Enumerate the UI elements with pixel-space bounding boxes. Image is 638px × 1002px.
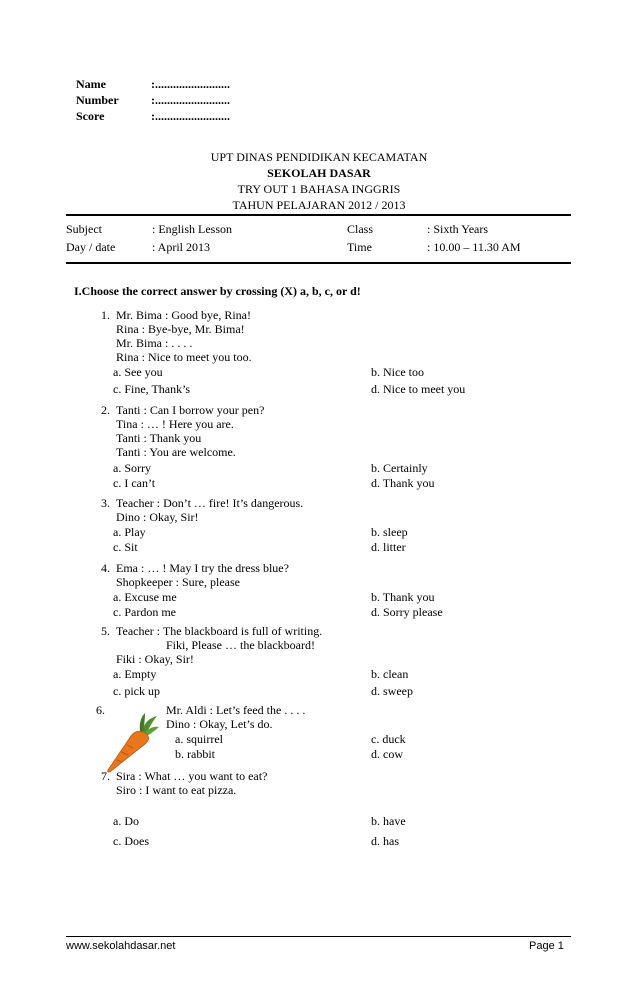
option-d[interactable]: d. litter xyxy=(371,540,406,554)
question-line: Dino : Okay, Sir! xyxy=(116,510,199,524)
footer-divider xyxy=(66,936,571,937)
option-b[interactable]: b. Certainly xyxy=(371,461,428,475)
option-a[interactable]: a. See you xyxy=(113,365,163,379)
header-line-4: TAHUN PELAJARAN 2012 / 2013 xyxy=(232,198,406,212)
option-a[interactable]: a. squirrel xyxy=(175,732,223,746)
option-a[interactable]: a. Excuse me xyxy=(113,590,177,604)
option-c[interactable]: c. Sit xyxy=(113,540,138,554)
question-number: 1. xyxy=(101,308,110,322)
name-field: :......................... xyxy=(151,77,230,91)
question-number: 3. xyxy=(101,496,110,510)
page-number: Page 1 xyxy=(529,940,564,952)
option-d[interactable]: d. has xyxy=(371,834,399,848)
option-c[interactable]: c. pick up xyxy=(113,684,160,698)
subject-label: Subject xyxy=(66,222,102,236)
question-line: Dino : Okay, Let’s do. xyxy=(166,717,273,731)
option-b[interactable]: b. sleep xyxy=(371,525,408,539)
question-line: Teacher : Don’t … fire! It’s dangerous. xyxy=(116,496,304,510)
question-number: 6. xyxy=(96,703,105,717)
name-label: Name xyxy=(76,77,106,91)
score-label: Score xyxy=(76,109,105,123)
header-line-1: UPT DINAS PENDIDIKAN KECAMATAN xyxy=(210,150,428,164)
option-c[interactable]: c. Does xyxy=(113,834,149,848)
carrot-icon xyxy=(102,712,160,774)
question-line: Ema : … ! May I try the dress blue? xyxy=(116,561,289,575)
option-d[interactable]: d. Nice to meet you xyxy=(371,382,466,396)
question-line: Sira : What … you want to eat? xyxy=(116,769,268,783)
number-field: :......................... xyxy=(151,93,230,107)
number-label: Number xyxy=(76,93,119,107)
question-number: 2. xyxy=(101,403,110,417)
question-line: Fiki, Please … the blackboard! xyxy=(166,638,315,652)
question-line: Siro : I want to eat pizza. xyxy=(116,783,237,797)
score-field: :......................... xyxy=(151,109,230,123)
question-line: Tina : … ! Here you are. xyxy=(116,417,234,431)
option-a[interactable]: a. Sorry xyxy=(113,461,151,475)
question-line: Tanti : Thank you xyxy=(116,431,202,445)
header-divider-bottom xyxy=(66,262,571,264)
question-line: Shopkeeper : Sure, please xyxy=(116,575,240,589)
class-label: Class xyxy=(347,222,374,236)
option-c[interactable]: c. duck xyxy=(371,732,406,746)
question-line: Mr. Bima : Good bye, Rina! xyxy=(116,308,251,322)
time-label: Time xyxy=(347,240,372,254)
option-b[interactable]: b. Thank you xyxy=(371,590,435,604)
question-line: Fiki : Okay, Sir! xyxy=(116,652,194,666)
subject-value: : English Lesson xyxy=(152,222,232,236)
question-line: Tanti : You are welcome. xyxy=(116,445,236,459)
carrot-body xyxy=(108,731,149,772)
instruction: I.Choose the correct answer by crossing (X) a, b, c, or d! xyxy=(74,284,361,298)
question-line: Tanti : Can I borrow your pen? xyxy=(116,403,265,417)
option-b[interactable]: b. rabbit xyxy=(175,747,215,761)
option-d[interactable]: d. Sorry please xyxy=(371,605,443,619)
header-divider-top xyxy=(66,214,571,216)
question-number: 5. xyxy=(101,624,110,638)
footer-url[interactable]: www.sekolahdasar.net xyxy=(66,940,176,952)
option-c[interactable]: c. I can’t xyxy=(113,476,156,490)
header-line-3: TRY OUT 1 BAHASA INGGRIS xyxy=(237,182,401,196)
option-a[interactable]: a. Empty xyxy=(113,667,157,681)
date-label: Day / date xyxy=(66,240,116,254)
question-line: Rina : Bye-bye, Mr. Bima! xyxy=(116,322,245,336)
class-value: : Sixth Years xyxy=(427,222,489,236)
question-line: Teacher : The blackboard is full of writing. xyxy=(116,624,323,638)
header-line-2: SEKOLAH DASAR xyxy=(267,166,371,180)
question-line: Mr. Aldi : Let’s feed the . . . . xyxy=(166,703,306,717)
question-number: 4. xyxy=(101,561,110,575)
option-d[interactable]: d. Thank you xyxy=(371,476,435,490)
option-d[interactable]: d. sweep xyxy=(371,684,413,698)
date-value: : April 2013 xyxy=(152,240,211,254)
option-d[interactable]: d. cow xyxy=(371,747,403,761)
question-number: 7. xyxy=(101,769,110,783)
option-a[interactable]: a. Play xyxy=(113,525,146,539)
option-b[interactable]: b. Nice too xyxy=(371,365,424,379)
option-c[interactable]: c. Fine, Thank’s xyxy=(113,382,191,396)
option-a[interactable]: a. Do xyxy=(113,814,139,828)
option-b[interactable]: b. clean xyxy=(371,667,409,681)
time-value: : 10.00 – 11.30 AM xyxy=(427,240,521,254)
question-line: Rina : Nice to meet you too. xyxy=(116,350,252,364)
question-line: Mr. Bima : . . . . xyxy=(116,336,193,350)
option-b[interactable]: b. have xyxy=(371,814,406,828)
option-c[interactable]: c. Pardon me xyxy=(113,605,176,619)
